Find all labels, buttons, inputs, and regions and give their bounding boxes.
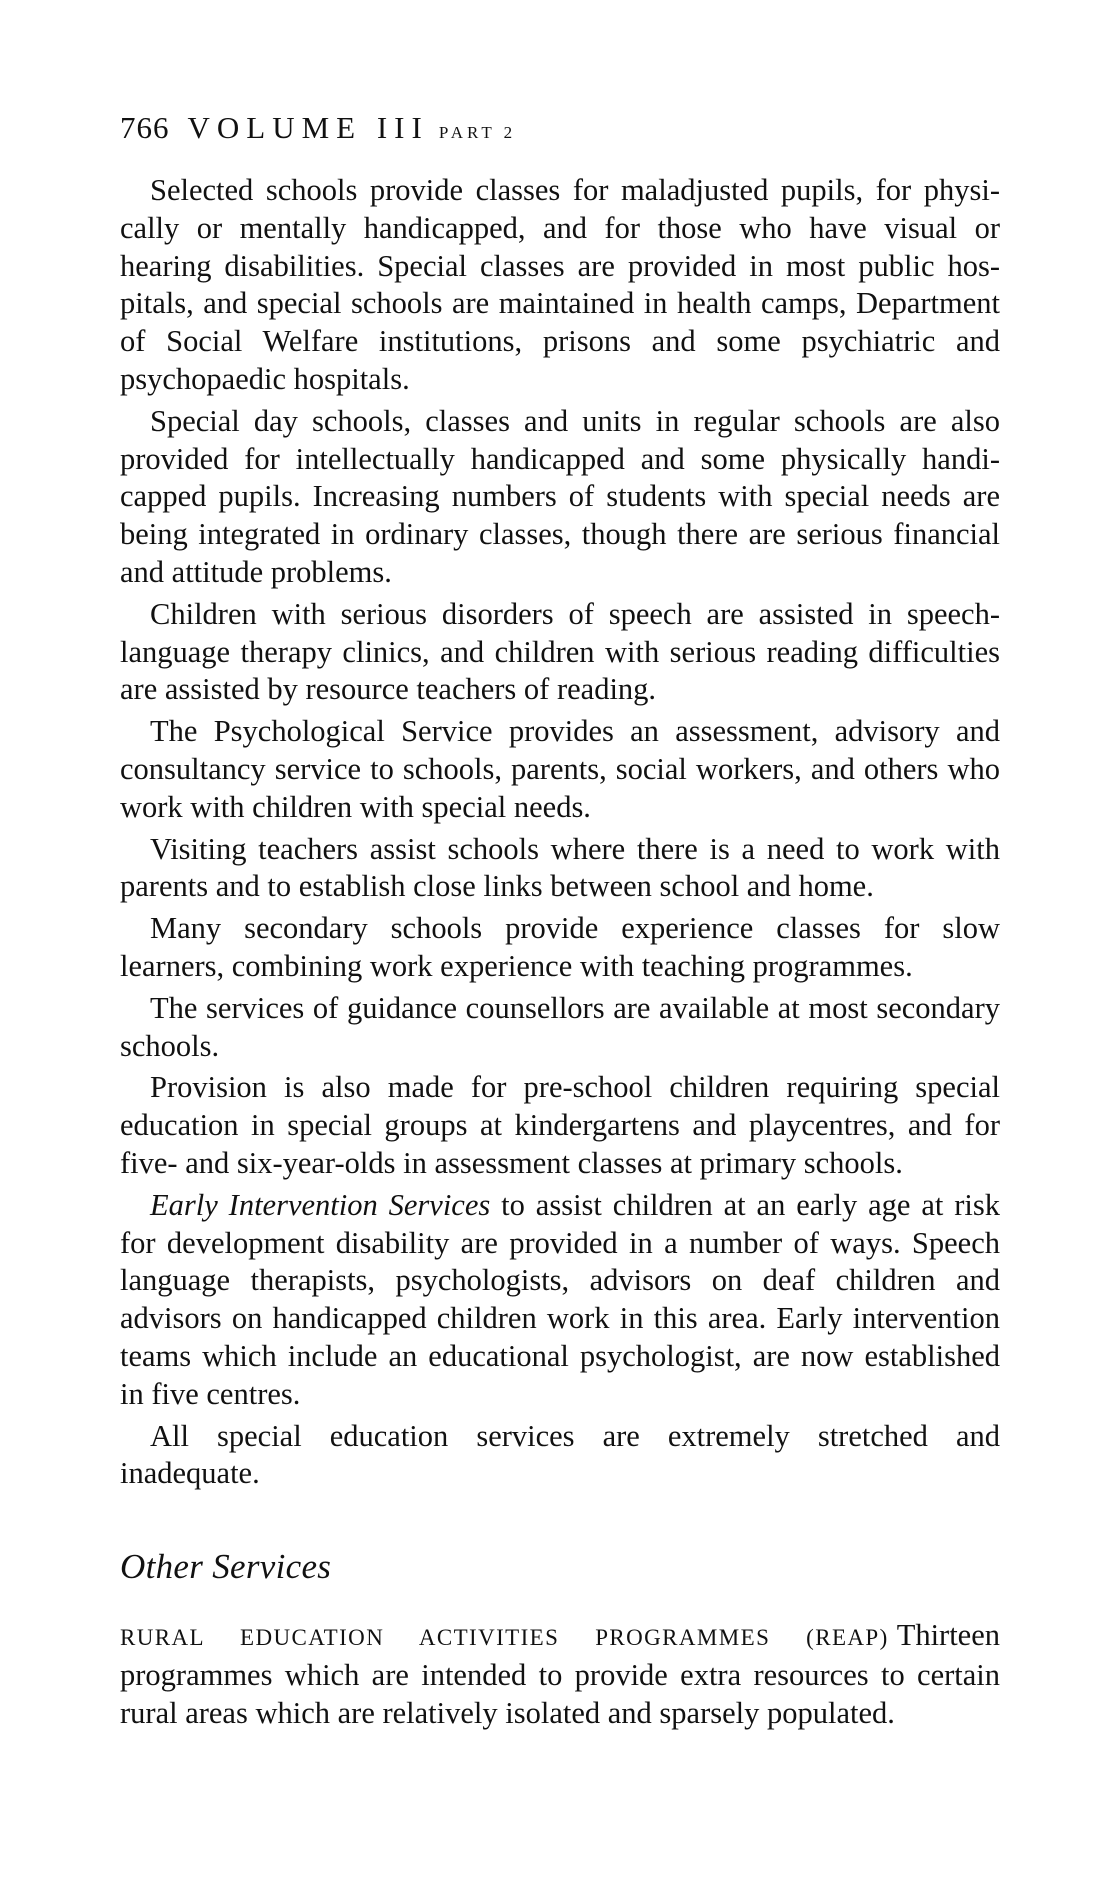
document-page: [120, 110, 1000, 1732]
paragraph: Many secondary schools provide experience classes for slow learners, combining work experience with teaching programmes.: [120, 911, 1000, 983]
volume-label: VOLUME III: [187, 110, 429, 145]
paragraph: Selected schools provide classes for maladjusted pupils, for physically or mentally handicapped, and for those who have visual or hearing disabilities. Special classes are provided in most public hospitals, and special schools are maintained in health camps, Department of Social Welfare institutions, prisons and some psychiatric and psychopaedic hospitals.: [120, 173, 1000, 396]
paragraph: Children with serious disorders of speech are assisted in speech-language therapy clinics, and children with serious reading difficulties are assisted by resource teachers of reading.: [120, 596, 1000, 707]
paragraph-early-intervention: Early Intervention Services to assist children at an early age at risk for development disability are provided in a number of ways. Speech language therapists, psychologists, advisors on deaf children and advisors on handicapped children work in this area. Early intervention teams which include an educational psychologist, are now established in five centres.: [120, 1187, 1000, 1411]
running-header: [120, 110, 1000, 146]
paragraph: All special education services are extremely stretched and inadequate.: [120, 1418, 1000, 1491]
italic-lead: Early Intervention Services: [150, 1187, 491, 1222]
section-heading: Other Services: [120, 1547, 332, 1587]
paragraph: Special day schools, classes and units in regular schools are also provided for intellectually handicapped and some physically handicapped pupils. Increasing numbers of students with special needs are being integrated in ordinary classes, though there are serious financial and attitude problems.: [120, 403, 1000, 589]
paragraph: Provision is also made for pre-school children requiring special education in special groups at kindergartens and playcentres, and for five- and six-year-olds in assessment classes at primary schools.: [120, 1070, 1000, 1180]
part-label: PART 2: [438, 123, 517, 142]
paragraph: Visiting teachers assist schools where there is a need to work with parents and to establish close links between school and home.: [120, 831, 1000, 904]
reap-paragraph: RURAL EDUCATION ACTIVITIES PROGRAMMES (REAP) Thirteen programmes which are intended to provide extra resources to certain rural areas which are relatively isolated and sparsely populated.: [120, 1618, 1000, 1730]
body-text: [120, 172, 1000, 1493]
small-caps-subhead: RURAL EDUCATION ACTIVITIES PROGRAMMES (REAP): [120, 1625, 889, 1651]
paragraph: The Psychological Service provides an assessment, advisory and consultancy service to schools, parents, social workers, and others who work with children with special needs.: [120, 714, 1000, 824]
paragraph: The services of guidance counsellors are available at most secondary schools.: [120, 990, 1000, 1063]
page-number: 766: [120, 110, 170, 145]
